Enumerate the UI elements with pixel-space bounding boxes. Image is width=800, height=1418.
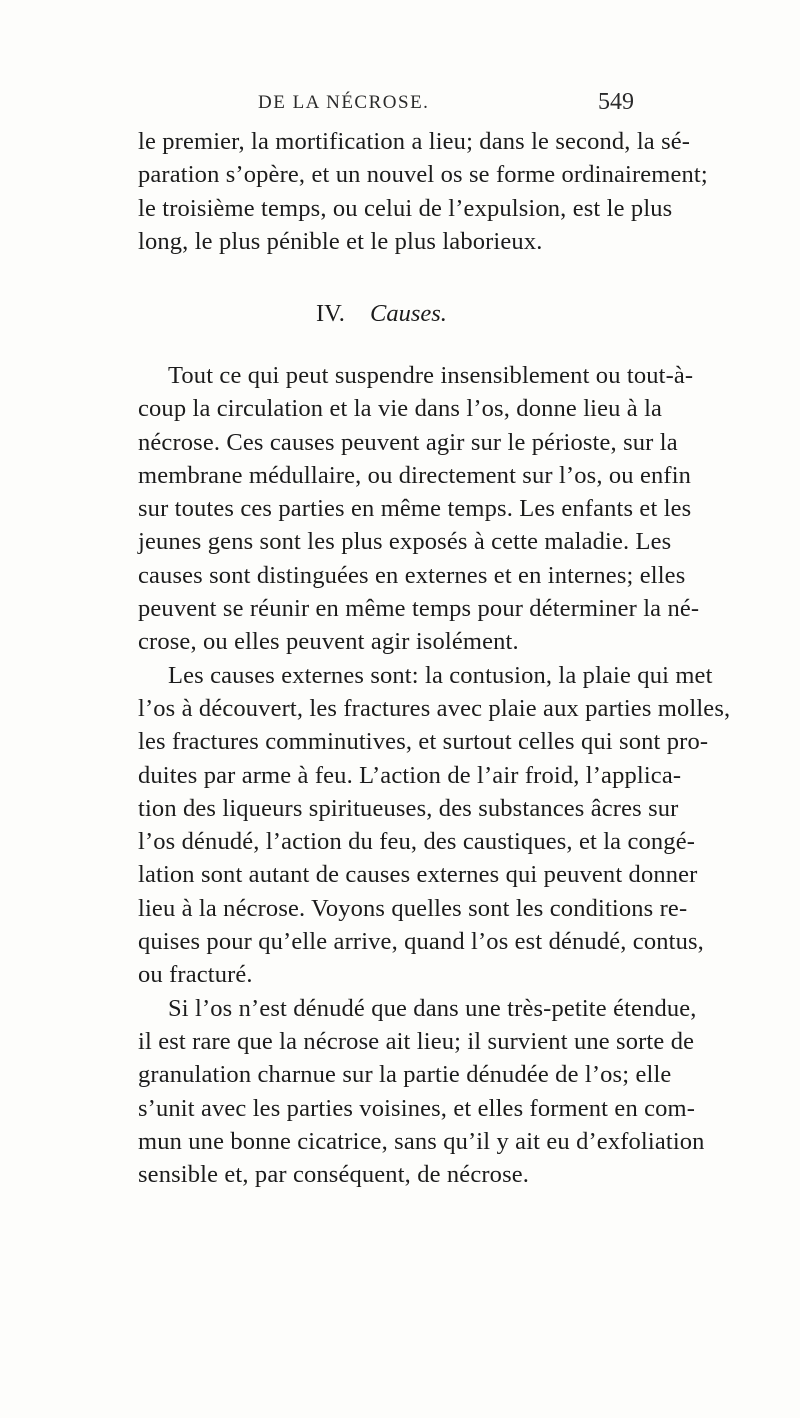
text-line: granulation charnue sur la partie dénudée de l’os; elle — [138, 1061, 672, 1089]
text-line: crose, ou elles peuvent agir isolément. — [138, 628, 519, 656]
section-number: IV. — [316, 300, 345, 327]
text-line: coup la circulation et la vie dans l’os, donne lieu à la — [138, 395, 663, 423]
text-line: le troisième temps, ou celui de l’expulsion, est le plus — [138, 194, 673, 222]
text-line: l’os dénudé, l’action du feu, des caustiques, et la congé- — [138, 828, 696, 856]
running-head — [0, 89, 800, 122]
text-line: Tout ce qui peut suspendre insensiblement ou tout-à- — [168, 362, 694, 389]
text-line: s’unit avec les parties voisines, et elles forment en com- — [138, 1094, 696, 1122]
text-line: Si l’os n’est dénudé que dans une très-petite étendue, — [168, 994, 697, 1022]
text-line: Les causes externes sont: la contusion, la plaie qui met — [168, 661, 713, 689]
text-line: quises pour qu’elle arrive, quand l’os est dénudé, contus, — [138, 928, 704, 956]
text-line: l’os à découvert, les fractures avec plaie aux parties molles, — [138, 694, 731, 722]
continued-paragraph — [138, 125, 708, 258]
text-line: membrane médullaire, ou directement sur l’os, ou enfin — [138, 461, 692, 489]
text-line: sensible et, par conséquent, de nécrose. — [138, 1161, 530, 1189]
section-title: Causes. — [370, 300, 447, 327]
text-line: lieu à la nécrose. Voyons quelles sont les conditions re- — [138, 894, 688, 922]
text-line: long, le plus pénible et le plus laborieux. — [138, 227, 543, 255]
text-line: paration s’opère, et un nouvel os se forme ordinairement; — [138, 161, 708, 189]
text-line: mun une bonne cicatrice, sans qu’il y ait eu d’exfoliation — [138, 1127, 705, 1155]
running-title: DE LA NÉCROSE. — [258, 92, 430, 113]
page-number: 549 — [598, 89, 634, 115]
text-line: sur toutes ces parties en même temps. Les enfants et les — [138, 495, 692, 523]
text-line: il est rare que la nécrose ait lieu; il survient une sorte de — [138, 1027, 695, 1055]
text-line: jeunes gens sont les plus exposés à cette maladie. Les — [138, 528, 672, 556]
section-heading — [0, 300, 800, 340]
text-line: le premier, la mortification a lieu; dans le second, la sé- — [138, 128, 691, 155]
text-line: lation sont autant de causes externes qui peuvent donner — [138, 861, 698, 889]
text-line: peuvent se réunir en même temps pour déterminer la né- — [138, 595, 700, 623]
text-line: tion des liqueurs spiritueuses, des substances âcres sur — [138, 794, 679, 822]
text-line: causes sont distinguées en externes et en internes; elles — [138, 561, 686, 589]
section-body — [138, 359, 731, 1191]
text-line: nécrose. Ces causes peuvent agir sur le périoste, sur la — [138, 428, 678, 456]
text-line: ou fracturé. — [138, 961, 253, 989]
text-line: duites par arme à feu. L’action de l’air froid, l’applica- — [138, 761, 682, 789]
text-line: les fractures comminutives, et surtout celles qui sont pro- — [138, 728, 709, 756]
